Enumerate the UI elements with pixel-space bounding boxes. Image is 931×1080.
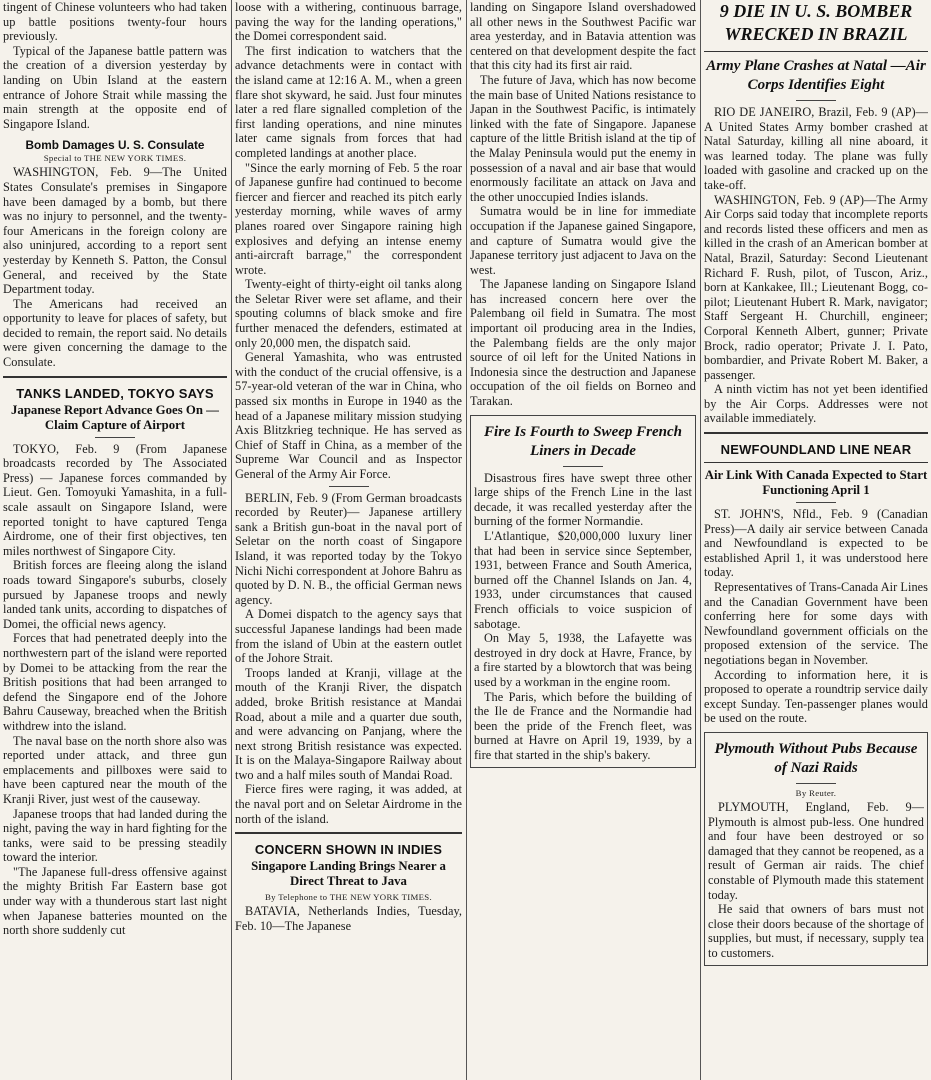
divider [3,376,227,378]
paragraph: Forces that had penetrated deeply into the northwestern part of the island were reported by Domei to be attacking from the rear the British positions that had been arranged to defend the Singapore end of the Johore Bahru Causeway, breached when the British withdrew into the island. [3,631,227,733]
divider [704,432,928,434]
headline-plymouth: Plymouth Without Pubs Because of Nazi Raids [714,740,918,776]
paragraph: BERLIN, Feb. 9 (From German broadcasts recorded by Reuter)— Japanese artillery sank a British gun-boat in the naval port of Seletar on the north coast of Singapore Island, it was reported today by the Tokyo Nichi Nichi correspondent at Johore Bahru as quoted by D. N. B., the official German news agency. [235,490,462,607]
paragraph: "Since the early morning of Feb. 5 the roar of Japanese gunfire had continued to become fiercer and fiercer and reached its pitch early yesterday morning, while waves of army planes roared over Singapore raining high explosives and defying an intense enemy anti-aircraft barrage," the correspondent wrote. [235,160,462,277]
paragraph: The Japanese landing on Singapore Island has increased concern here over the Palembang oil field in Sumatra. The most important oil producing area in the Indies, the Palembang fields are the only major source of oil left for the United Nations in Indonesia since the destruction and Japanese occupation of the oil fields on Borneo and Tarakan. [470,277,696,409]
paragraph: The Paris, which before the building of the Ile de France and the Normandie had been the pride of the French fleet, was burned at Havre on April 19, 1939, by a fire that started in the ship's bakery. [474,689,692,762]
credit-line: Special to THE NEW YORK TIMES. [43,153,187,164]
subheadline-advance: Japanese Report Advance Goes On —Claim Capture of Airport [11,402,219,432]
paragraph: Typical of the Japanese battle pattern was the creation of a diversion yesterday by landing on Ubin Island at the eastern entrance of Johore Strait while massing the main strength at the opposite end of Singapore Island. [3,43,227,131]
divider [796,100,836,101]
headline-consulate: Bomb Damages U. S. Consulate [25,138,205,153]
paragraph: British forces are fleeing along the island roads toward Singapore's suburbs, closely pursued by Japanese troops and newly landed tank units, according to dispatches of Domei, the official news agency. [3,558,227,631]
paragraph: Fierce fires were raging, it was added, at the naval port and on Seletar Airdrome in the north of the island. [235,782,462,826]
paragraph: "The Japanese full-dress offensive against the mighty British Far Eastern base got under way with a thunderous start last night when Japanese batteries mounted on the north shore suddenly cut [3,864,227,938]
paragraph: BATAVIA, Netherlands Indies, Tuesday, Feb. 10—The Japanese [235,904,462,933]
paragraph: He said that owners of bars must not close their doors because of the shortage of supplies, but must, if necessary, supply tea to customers. [708,902,924,960]
plymouth-article-box [704,732,928,966]
paragraph: According to information here, it is proposed to operate a roundtrip service daily except Sunday. Ten-passenger planes would be used on the route. [704,667,928,726]
headline-tanks-landed: TANKS LANDED, TOKYO SAYS [16,385,214,401]
column-4 [701,0,931,1080]
paragraph: The future of Java, which has now become the main base of United Nations resistance to Japan in the Southwest Pacific, is intimately linked with the fate of Singapore. Japanese capture of the little British island at the tip of the Malay Peninsula would put the enemy in possession of a naval and air base that would enormously facilitate an attack on Java and the other unoccupied Indies islands. [470,72,696,204]
divider [796,502,836,503]
divider [796,783,836,784]
paragraph: Disastrous fires have swept three other large ships of the French Line in the last decade, it was recalled yesterday after the burning of the former Normandie. [474,470,692,529]
paragraph: PLYMOUTH, England, Feb. 9—Plymouth is almost pub-less. One hundred and four have been destroyed or so damaged that they cannot be reopened, as a result of German air raids. The chief constable of Plymouth made this statement today. [708,799,924,902]
paragraph: A ninth victim has not yet been identified by the Air Corps. Addresses were not available immediately. [704,382,928,426]
column-1 [0,0,230,1080]
paragraph: Twenty-eight of thirty-eight oil tanks along the Seletar River were set aflame, and their spouting columns of black smoke and fire further menaced the defenders, estimated at only 20,000 men, the dispatch said. [235,277,462,350]
divider [95,437,135,438]
subheadline-air-link: Air Link With Canada Expected to Start Functioning April 1 [704,468,928,498]
paragraph: The Americans had received an opportunity to leave for places of safety, but decided to remain, the report said. No details were given concerning the damage to the Consulate. [3,296,227,370]
paragraph: The first indication to watchers that the advance detachments were in contact with the island came at 12:16 A. M., when a green flare shot skyward, he said. Just four minutes later a red flare signalled completion of the first landing operations, and nine minutes later came signals from forces that had completed landings at another place. [235,43,462,160]
paragraph: tingent of Chinese volunteers who had taken up battle positions twenty-four hours previously. [3,0,227,44]
credit-line: By Telephone to THE NEW YORK TIMES. [265,892,432,903]
divider [704,462,928,463]
divider [235,832,462,834]
paragraph: WASHINGTON, Feb. 9—The United States Consulate's premises in Singapore have been damaged by a bomb, but there was no injury to personnel, and the twenty-four Americans in the foreign colony are also uninjured, according to a report sent yesterday by Kenneth S. Patton, the Consul General, and received by the State Department today. [3,165,227,297]
column-3 [467,0,699,1080]
paragraph: TOKYO, Feb. 9 (From Japanese broadcasts recorded by The Associated Press) — Japanese forces commanded by Lieut. Gen. Tomoyuki Yamashita, in a full-scale assault on Singapore Island, were reported tonight to have captured Tenga Airdrome, one of their first objectives, ten miles northwest of Singapore City. [3,441,227,558]
headline-newfoundland: NEWFOUNDLAND LINE NEAR [720,442,912,458]
headline-bomber: 9 DIE IN U. S. BOMBER WRECKED IN BRAZIL [719,1,913,44]
paragraph: L'Atlantique, $20,000,000 luxury liner that had been in service since September, 1931, between France and South America, burned off the Channel Islands on Jan. 4, 1933, under circumstances that caused French officials to voice suspicion of sabotage. [474,529,692,631]
column-2 [232,0,465,1080]
subheadline-java: Singapore Landing Brings Nearer a Direct Threat to Java [251,859,446,889]
paragraph: The naval base on the north shore also was reported under attack, and three gun emplacements and pillboxes were said to have been captured near the mouth of the Kranji River, just west of the causeway. [3,733,227,806]
headline-fire: Fire Is Fourth to Sweep French Liners in Decade [484,423,682,459]
divider [563,466,603,467]
paragraph: Japanese troops that had landed during the night, paving the way in hard fighting for the tanks, were said to be pressing steadily toward the interior. [3,806,227,865]
paragraph: On May 5, 1938, the Lafayette was destroyed in dry dock at Havre, France, by a fire started by a blowtorch that was being used by a workman in the engine room. [474,631,692,689]
fire-article-box [470,415,696,768]
divider [329,486,369,487]
headline-concern-indies: CONCERN SHOWN IN INDIES [254,842,443,858]
paragraph: Representatives of Trans-Canada Air Lines and the Canadian Government have been conferring here for some days with Newfoundland government officials on the proposed extension of the service. The negotiations began in November. [704,580,928,667]
paragraph: WASHINGTON, Feb. 9 (AP)—The Army Air Corps said today that incomplete reports and records listed these officers and men as killed in the crash of an American bomber at Natal, Brazil, Saturday: Second Lieutenant Richard F. Rush, pilot, of Tuscon, Ariz., born at Kankakee, Ill.; Lieutenant Bogg, co-pilot; Lieutenant Hubert R. Mark, navigator; Staff Sergeant H. Churchill, engineer; Corporal Kenneth Albert, gunner; Private Brock, radio operator; Private J. I. Pato, bombardier, and Private Robert M. Baker, a passenger. [704,192,928,382]
paragraph: landing on Singapore Island overshadowed all other news in the Southwest Pacific war area yesterday, and in Batavia attention was centered on that development despite the fact that this city had its first air raid. [470,0,696,73]
paragraph: loose with a withering, continuous barrage, paving the way for the landing operations," the Domei correspondent said. [235,0,462,44]
paragraph: Troops landed at Kranji, village at the mouth of the Kranji River, the dispatch added, broke British resistance at Mandai Road, about a mile and a quarter due south, and were advancing on Panjang, where the next strong British resistance was expected. It is on the Malaya-Singapore Railway about two and a half miles south of Mandai Road. [235,665,462,782]
divider [704,51,928,52]
subheadline-natal: Army Plane Crashes at Natal —Air Corps Identifies Eight [706,58,926,93]
paragraph: ST. JOHN'S, Nfld., Feb. 9 (Canadian Press)—A daily air service between Canada and Newfoundland is expected to be established April 1, it was understood here today. [704,507,928,580]
paragraph: RIO DE JANEIRO, Brazil, Feb. 9 (AP)—A United States Army bomber crashed at Natal Saturday, killing all nine aboard, it was learned today. The plane was fully loaded with gasoline and cracked up on the take-off. [704,105,928,192]
paragraph: General Yamashita, who was entrusted with the conduct of the crucial offensive, is a 57-year-old veteran of the war in China, who passed six months in Europe in 1940 as the head of a Japanese military mission studying Axis Blitzkrieg technique. He has served as Chief of Staff in China, as a member of the Supreme War Council and as Inspector General of the Army Air Force. [235,350,462,481]
paragraph: A Domei dispatch to the agency says that successful Japanese landings had been made from the island of Ubin at the eastern outlet of the Johore Strait. [235,607,462,666]
credit-line: By Reuter. [795,787,837,798]
paragraph: Sumatra would be in line for immediate occupation if the Japanese gained Singapore, and capture of Sumatra would give the Japanese territory just adjacent to Java on the west. [470,204,696,277]
